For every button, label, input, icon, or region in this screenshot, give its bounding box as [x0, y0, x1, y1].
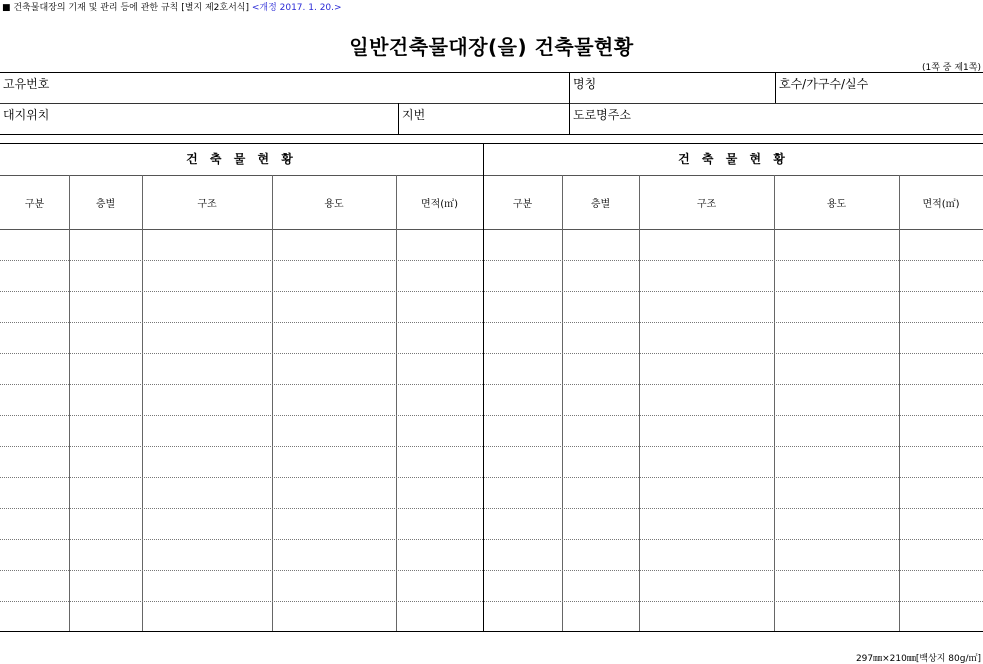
col-line — [69, 175, 70, 631]
col-header-area: 면적(㎡) — [420, 199, 459, 210]
col-header-structure: 구조 — [696, 199, 717, 210]
col-line — [774, 175, 775, 631]
table-row — [0, 415, 983, 416]
col-line — [142, 175, 143, 631]
col-header-usage: 용도 — [324, 199, 344, 210]
lot-no-label: 지번 — [402, 108, 426, 122]
col-header-category: 구분 — [24, 199, 45, 210]
col-header-usage: 용도 — [826, 199, 847, 210]
column-header-divider — [0, 229, 983, 230]
table-row — [0, 322, 983, 323]
col-line — [272, 175, 273, 631]
info-vdivider-lot — [398, 103, 399, 134]
info-row-divider — [0, 103, 983, 104]
col-header-area: 면적(㎡) — [922, 199, 960, 210]
right-section-title: 건 축 물 현 황 — [678, 152, 789, 166]
section-split-line — [483, 143, 484, 631]
table-row — [0, 353, 983, 354]
site-location-label: 대지위치 — [3, 108, 50, 122]
col-line — [396, 175, 397, 631]
table-row — [0, 446, 983, 447]
info-top-border — [0, 72, 983, 73]
units-label: 호수/가구수/실수 — [779, 77, 869, 91]
col-header-category: 구분 — [512, 199, 533, 210]
table-row — [0, 291, 983, 292]
col-line — [899, 175, 900, 631]
info-vdivider-name — [569, 72, 570, 134]
left-section-title: 건 축 물 현 황 — [186, 152, 297, 166]
section-title-divider — [0, 175, 983, 176]
unique-no-label: 고유번호 — [3, 77, 50, 91]
form-regulation-text: ■ 건축물대장의 기재 및 관리 등에 관한 규칙 [별지 제2호서식] — [2, 3, 249, 13]
paper-spec: 297㎜×210㎜[백상지 80g/㎡] — [855, 654, 981, 664]
info-vdivider-units — [775, 72, 776, 103]
table-row — [0, 508, 983, 509]
table-row — [0, 539, 983, 540]
page-count: (1쪽 중 제1쪽) — [922, 63, 981, 73]
col-header-structure: 구조 — [197, 199, 217, 210]
col-header-floor: 층별 — [590, 199, 611, 210]
col-line — [562, 175, 563, 631]
table-row — [0, 260, 983, 261]
table-row — [0, 477, 983, 478]
road-address-label: 도로명주소 — [573, 108, 631, 122]
revision-date: <개정 2017. 1. 20.> — [251, 3, 342, 13]
grid-top-border — [0, 143, 983, 144]
form-legal-note — [2, 0, 342, 13]
page-title: 일반건축물대장(을) 건축물현황 — [349, 35, 634, 59]
info-bottom-border — [0, 134, 983, 135]
table-row — [0, 570, 983, 571]
grid-bottom-border — [0, 631, 983, 632]
table-row — [0, 601, 983, 602]
col-line — [639, 175, 640, 631]
col-header-floor: 층별 — [95, 199, 116, 210]
table-row — [0, 384, 983, 385]
name-label: 명칭 — [573, 77, 597, 91]
